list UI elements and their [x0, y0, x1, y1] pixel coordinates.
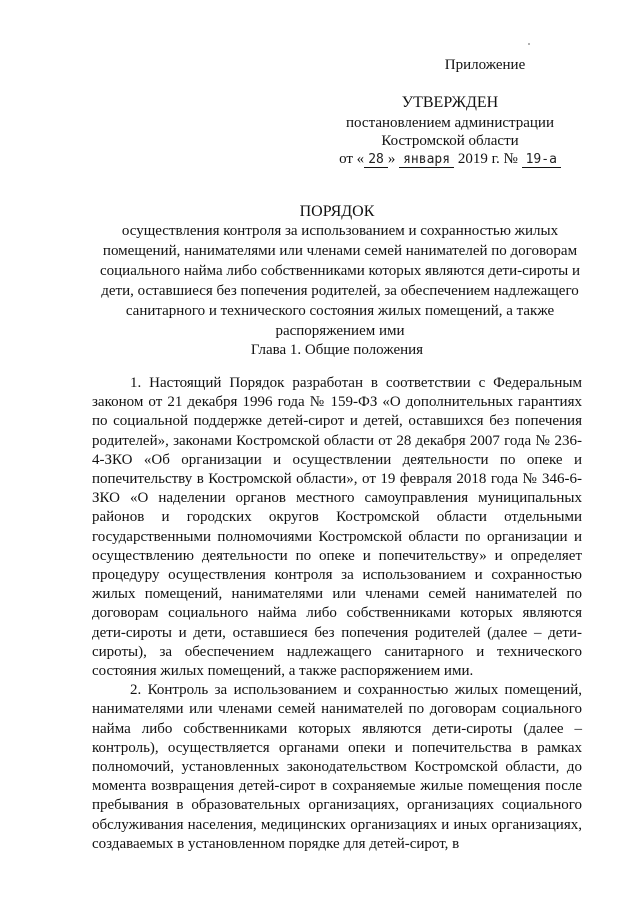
approved-heading: УТВЕРЖДЕН — [401, 94, 499, 111]
date-number: 19-а — [522, 152, 561, 168]
paragraph-1: 1. Настоящий Порядок разработан в соответствии с Федеральным законом от 21 декабря 1996 года № 159-ФЗ «О дополнительных гарантиях по социальной поддержке детей-сирот и детей, оставшихся без попечения родителей», законами Костромской области от 28 декабря 2007 года № 236-4-ЗКО «Об организации и осуществлении деятельности по опеке и попечительству в Костромской области», от 19 февраля 2018 года № 346-6-ЗКО «О наделении органов местного самоуправления муниципальных районов и городских округов Костромской области отдельными государственными полномочиями Костромской области по организации и осуществлению деятельности по опеке и попечительству» и определяет процедуру осуществления контроля за использованием и сохранностью жилых помещений, нанимателями или членами семей нанимателей по договорам социального найма либо собственниками которых являются дети-сироты и дети, оставшиеся без попечения родителей (далее – дети-сироты), за обеспечением надлежащего санитарного и технического состояния жилых помещений, а также распоряжением ими. — [92, 375, 582, 680]
date-prefix: от « — [339, 151, 365, 167]
date-year: 2019 г. № — [457, 151, 518, 167]
date-sep: » — [387, 151, 396, 167]
approval-line-2: Костромской области — [381, 133, 519, 149]
paragraph-2: 2. Контроль за использованием и сохранностью жилых помещений, нанимателями или членами семей нанимателей по договорам социального найма либо собственниками которых являются дети-сироты (далее – контроль), осуществляется органами опеки и попечительства в рамках полномочий, установленных законодательством Костромской области, до момента возвращения детей-сирот в сохраняемые жилые помещения после пребывания в образовательных организациях, организациях социального обслуживания населения, медицинских организациях и иных организациях, создаваемых в установленном порядке для детей-сирот, в — [92, 682, 582, 852]
approval-block — [320, 56, 580, 169]
document-subtitle: осуществления контроля за использованием и сохранностью жилых помещений, нанимателями или членами семей нанимателей по договорам социального найма либо собственниками которых являются дети-сироты и дети, оставшиеся без попечения родителей, за обеспечением надлежащего санитарного и технического состояния жилых помещений, а также распоряжением ими — [100, 223, 581, 339]
approval-line-1: постановлением администрации — [346, 115, 554, 131]
appendix-label: Приложение — [444, 57, 526, 73]
approval-date-line — [320, 150, 580, 169]
scan-speck — [528, 43, 530, 45]
document-body — [92, 374, 582, 854]
chapter-heading: Глава 1. Общие положения — [250, 342, 424, 358]
date-day: 28 — [364, 152, 388, 168]
document-title: ПОРЯДОК — [299, 203, 375, 220]
date-month: января — [399, 152, 454, 168]
